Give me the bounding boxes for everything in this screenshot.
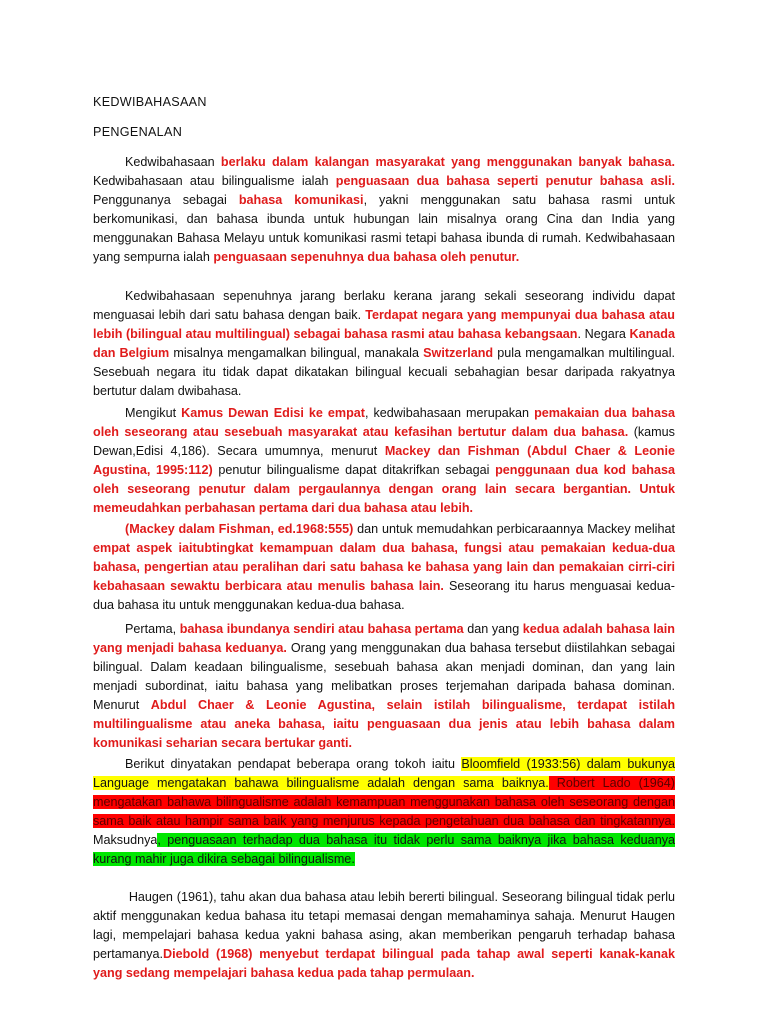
highlight-text: penguasaan sepenuhnya dua bahasa oleh penutur. bbox=[213, 250, 520, 264]
highlight-text: Diebold (1968) menyebut terdapat bilingual pada tahap awal seperti kanak-kanak yang sedang mempelajari bahasa kedua pada tahap permulaan. bbox=[93, 947, 675, 980]
text: Mengikut bbox=[125, 406, 182, 420]
paragraph-2 bbox=[93, 287, 675, 401]
text: Kedwibahasaan atau bilingualisme ialah bbox=[93, 174, 336, 188]
text: , kedwibahasaan merupakan bbox=[364, 406, 535, 420]
text: Maksudnya bbox=[93, 833, 158, 847]
text: Penggunanya sebagai bbox=[93, 193, 239, 207]
text: penutur bilingualisme dapat ditakrifkan sebagai bbox=[212, 463, 496, 477]
highlight-text: Kanada dan Belgium bbox=[93, 327, 676, 360]
highlight-text: berlaku dalam kalangan masyarakat yang menggunakan banyak bahasa. bbox=[220, 155, 676, 169]
highlight-text: Abdul Chaer & Leonie Agustina, selain istilah bilingualisme, terdapat istilah multilingualisme atau aneka bahasa, iaitu penguasaan dua jenis atau lebih bahasa dalam komunikasi seharian secara bertukar ganti. bbox=[93, 698, 676, 750]
section-heading: PENGENALAN bbox=[93, 125, 183, 139]
highlight-text: penguasaan dua bahasa seperti penutur bahasa asli. bbox=[335, 174, 675, 188]
highlight-text: bahasa komunikasi bbox=[238, 193, 364, 207]
document-title: KEDWIBAHASAAN bbox=[93, 95, 207, 109]
paragraph-1 bbox=[93, 153, 675, 267]
highlight-text: empat aspek iaitubtingkat kemampuan dalam dua bahasa, fungsi atau pemakaian kedua-dua bahasa, pengertian atau peralihan dari satu bahasa ke bahasa yang lain dan pemakaian cirri-ciri kebahasaan sewaktu berbicara atau menulis bahasa lain. bbox=[93, 541, 675, 593]
text: Berikut dinyatakan pendapat beberapa orang tokoh iaitu bbox=[125, 757, 462, 771]
highlight-text: bahasa ibundanya sendiri atau bahasa pertama bbox=[179, 622, 464, 636]
paragraph-3 bbox=[93, 404, 675, 518]
text: Pertama, bbox=[125, 622, 180, 636]
text: Orang yang menggunakan dua bahasa tersebut diistilahkan sebagai bilingual. Dalam keadaan bilingualisme, sesebuah bahasa akan menjadi dominan, dan yang lain menjadi subordinat, iaitu bahasa yang melibatkan proses terjemahan daripada bahasa dominan. Menurut bbox=[93, 641, 675, 712]
text: . Negara bbox=[577, 327, 630, 341]
red-highlight: Robert Lado (1964) mengatakan bahawa bilingualisme adalah kemampuan menggunakan bahasa oleh seseorang dengan sama baik atau hampir sama baik yang menjurus kepada pengetahuan dua bahasa dan tingkatannya. bbox=[93, 776, 675, 828]
text: dan untuk memudahkan perbicaraannya Mackey melihat bbox=[353, 522, 675, 536]
highlight-text: Kamus Dewan Edisi ke empat bbox=[181, 406, 365, 420]
highlight-text: Mackey dan Fishman (Abdul Chaer & Leonie Agustina, 1995:112) bbox=[93, 444, 675, 477]
text: pula mengamalkan multilingual. Sesebuah negara itu tidak dapat dikatakan bilingual kecuali sebahagian besar daripada rakyatnya bertutur dalam dwibahasa. bbox=[93, 346, 675, 398]
text: Kedwibahasaan bbox=[125, 155, 221, 169]
highlight-text: penggunaan dua kod bahasa oleh seseorang penutur dalam pergaulannya dengan orang lain secara bergantian. Untuk memeudahkan perbahasan pertama dari dua bahasa atau lebih. bbox=[93, 463, 675, 515]
text: dan yang bbox=[463, 622, 523, 636]
text: Kedwibahasaan sepenuhnya jarang berlaku kerana jarang sekali seseorang individu dapat menguasai lebih dari satu bahasa dengan baik. bbox=[93, 289, 675, 322]
text: Haugen (1961), tahu akan dua bahasa atau lebih bererti bilingual. Seseorang bilingual tidak perlu aktif menggunakan kedua bahasa itu tetapi memasai dengan memahaminya sahaja. Menurut Haugen lagi, mempelajari bahasa kedua yakni bahasa asing, akan memberikan pengaruh terhadap bahasa pertamanya. bbox=[93, 890, 675, 961]
highlight-text: (Mackey dalam Fishman, ed.1968:555) bbox=[125, 522, 354, 536]
highlight-text: pemakaian dua bahasa oleh seseorang atau sesebuah masyarakat atau kefasihan bertutur dalam dua bahasa. bbox=[93, 406, 675, 439]
highlight-text: Switzerland bbox=[423, 346, 494, 360]
paragraph-7 bbox=[93, 888, 675, 983]
paragraph-4 bbox=[93, 520, 675, 615]
highlight-text: kedua adalah bahasa lain yang menjadi bahasa keduanya. bbox=[93, 622, 675, 655]
text: misalnya mengamalkan bilingual, manakala bbox=[169, 346, 424, 360]
yellow-highlight: Bloomfield (1933:56) dalam bukunya Language mengatakan bahawa bilingualisme adalah dengan sama baiknya. bbox=[93, 757, 675, 790]
paragraph-6 bbox=[93, 755, 675, 869]
text: , yakni menggunakan satu bahasa rasmi untuk berkomunikasi, dan bahasa ibunda untuk hubungan lain misalnya orang Cina dan India yang menggunakan Bahasa Melayu untuk komunikasi rasmi tetapi bahasa ibunda di rumah. Kedwibahasaan yang sempurna ialah bbox=[93, 193, 675, 264]
highlight-text: Terdapat negara yang mempunyai dua bahasa atau lebih (bilingual atau multilingual) sebagai bahasa rasmi atau bahasa kebangsaan bbox=[93, 308, 675, 341]
text: (kamus Dewan,Edisi 4,186). Secara umumnya, menurut bbox=[93, 425, 675, 458]
text: Seseorang itu harus menguasai kedua-dua bahasa itu untuk menggunakan kedua-dua bahasa. bbox=[93, 579, 675, 612]
green-highlight: , penguasaan terhadap dua bahasa itu tidak perlu sama baiknya jika bahasa keduanya kurang mahir juga dikira sebagai bilingualisme. bbox=[93, 833, 675, 866]
paragraph-5 bbox=[93, 620, 675, 753]
